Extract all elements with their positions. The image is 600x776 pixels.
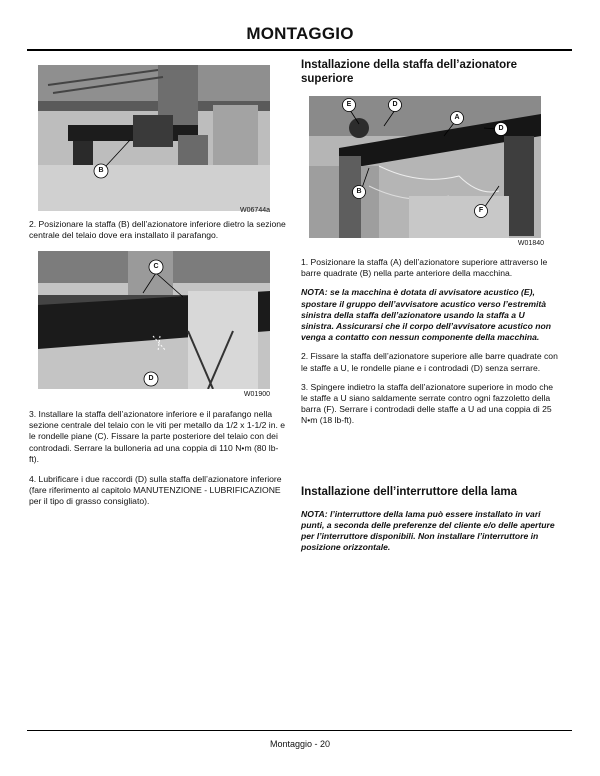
callout-b: B [98,167,104,174]
figure-lower-bracket-install-photo [38,251,270,389]
footer-rule [27,730,572,731]
callout-b: B [356,188,362,195]
callout-d: D [148,375,154,382]
figure-code: W01840 [517,240,544,247]
step-text: 2. Posizionare la staffa (B) dell’azionatore inferiore dietro la sezione centrale del telaio dove era installato il parafango. [29,219,286,241]
step-text: 3. Spingere indietro la staffa dell’azionatore superiore in modo che le staffe a U siano saldamente serrate contro ogni fazzoletto della barra (F). Serrare i controdadi delle staffe a U ad una coppia di 25 N•m (18 lb-ft). [301,381,554,426]
figure-code: W06744a [240,207,270,214]
callout-c: C [153,263,159,270]
step-text: 3. Installare la staffa dell’azionatore inferiore e il parafango nella sezione centrale del telaio con le viti per metallo da 1/2 x 1-1/2 in. e le rondelle piane (C). Fissare la parte posteriore del telaio con dei controdadi. Serrare la bulloneria ad una coppia di 110 N•m (80 lb-ft). [29,409,286,464]
section-heading: Installazione della staffa dell’azionatore superiore [301,59,518,85]
section-heading: Installazione dell’interruttore della lama [301,486,518,498]
step-text: 1. Posizionare la staffa (A) dell’azionatore superiore attraverso le barre quadrate (B) nella parte anteriore della macchina. [301,257,548,279]
page-title: MONTAGGIO [246,24,354,43]
figure-lower-bracket-photo [38,65,270,211]
note-text: NOTA: l’interruttore della lama può essere installato in vari punti, a seconda delle preferenze del cliente e/o delle aperture per l’interruttore disponibili. Non installare l’interruttore in posizione orizzontale. [301,508,555,553]
callout-f: F [478,207,484,214]
callout-e: E [346,101,352,108]
step-text: 4. Lubrificare i due raccordi (D) sulla staffa dell’azionatore inferiore (fare riferimento al capitolo MANUTENZIONE - LUBRIFICAZIONE per il tipo di grasso consigliato). [29,474,282,507]
callout-d: D [392,101,398,108]
figure-upper-bracket-photo [309,96,541,238]
page-footer: Montaggio - 20 [269,739,331,749]
step-text: 2. Fissare la staffa dell’azionatore superiore alle barre quadrate con le staffe a U, le rondelle piane e i controdadi (D) senza serrare. [301,351,558,373]
figure-code: W01900 [243,391,270,398]
callout-d: D [498,125,504,132]
note-text: NOTA: se la macchina è dotata di avvisatore acustico (E), spostare il gruppo dell’avvisatore acustico verso l’estremità sinistra della staffa dell’azionatore usando la staffa a U sinistra. Assicurarsi che il corpo dell’avvisatore acustico non venga a contatto con nessun componente della macchina. [301,287,551,343]
callout-a: A [454,114,460,121]
header-rule [27,49,572,51]
